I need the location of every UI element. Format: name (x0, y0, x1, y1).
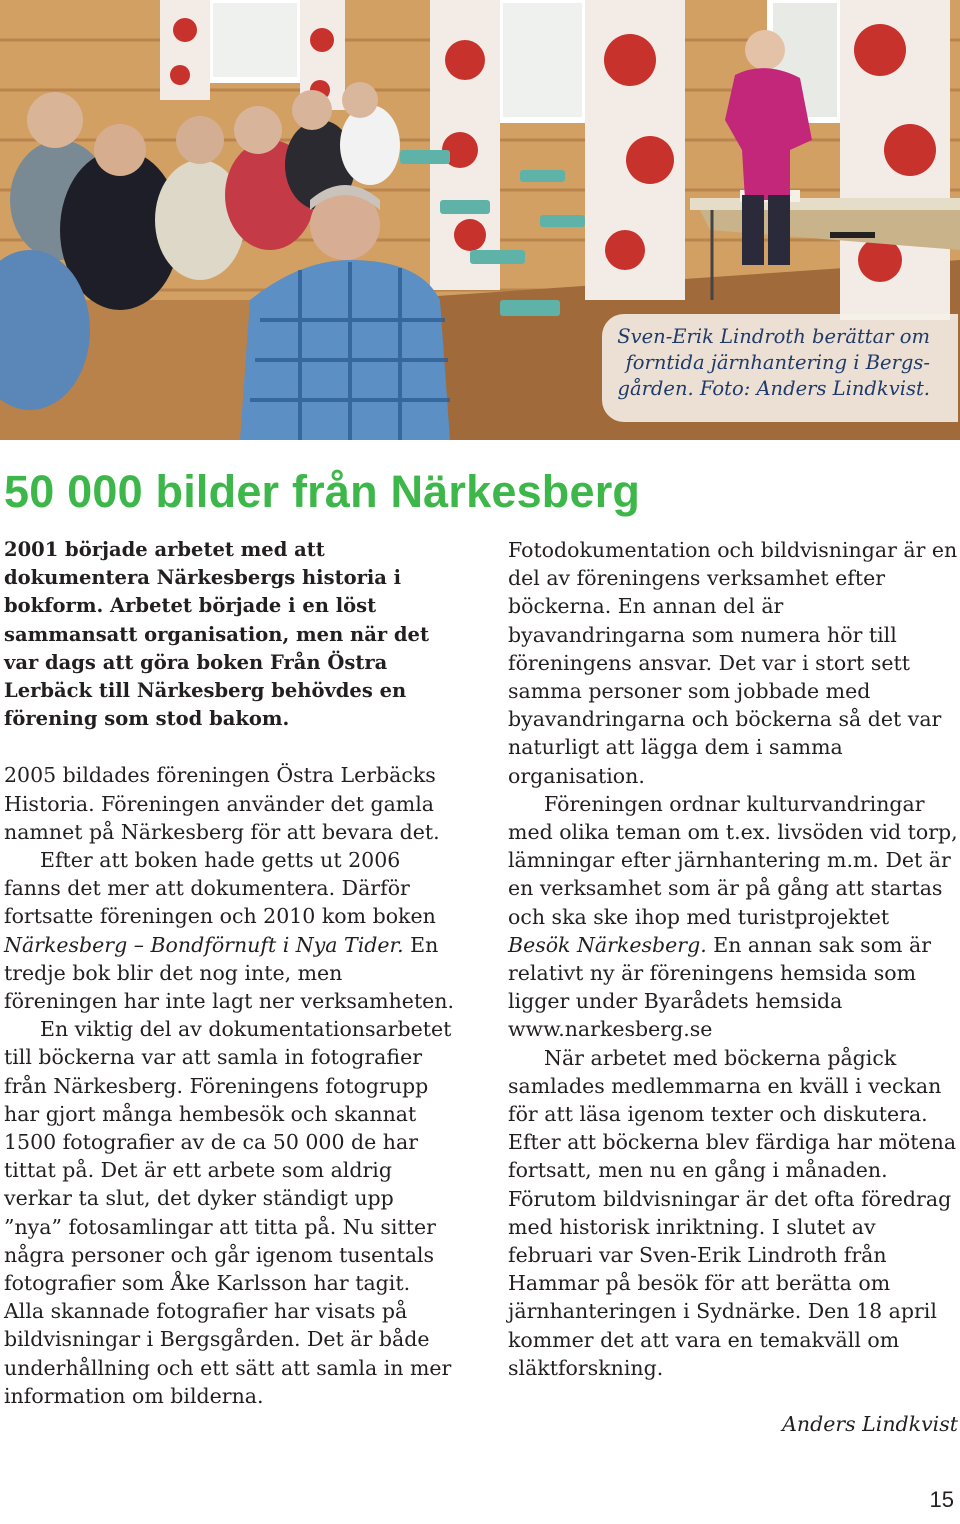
article-lead: 2001 började arbetet med att dokumentera Närkesbergs historia i bokform. Arbetet började i en löst sammansatt organisation, men när det var dags att göra boken Från Östra Lerbäck till Närkesberg behövdes en förening som stod bakom. (4, 538, 429, 731)
page-number: 15 (929, 1487, 954, 1512)
text-run: En tredje bok blir det nog inte, men föreningen har inte lagt ner verksamheten. (4, 932, 455, 1014)
paragraph: 2005 bildades föreningen Östra Lerbäcks Historia. Föreningen använder det gamla namnet på Närkesberg för att bevara det. (4, 763, 440, 844)
book-title: Närkesberg – Bondförnuft i Nya Tider. (4, 932, 404, 957)
text-run: Föreningen ordnar kulturvandringar med olika teman om t.ex. livsöden vid torp, lämningar efter järnhantering m.m. Det är en verksamhet som är på gång att startas och ska ske ihop med turistprojektet (508, 791, 958, 929)
paragraph: När arbetet med böckerna pågick samlades medlemmarna en kväll i veckan för att läsa igenom texter och diskutera. Efter att böckerna blev färdiga har mötena fortsatt, men nu en gång i månaden. Förutom bildvisningar är det ofta föredrag med historisk inriktning. I slutet av februari var Sven-Erik Lindroth från Hammar på besök för att berätta om järnhanteringen i Sydnärke. Den 18 april kommer det att vara en temakväll om släktforskning. (508, 1045, 957, 1380)
paragraph: En viktig del av dokumentationsarbetet till böckerna var att samla in fotografier från Närkesberg. Föreningens fotogrupp har gjort många hembesök och skannat 1500 fotografier av de ca 50 000 de har tittat på. Det är ett arbete som aldrig verkar ta slut, det dyker ständigt upp ”nya” fotosamlingar att titta på. Nu sitter några personer och går igenom tusentals fotografier som Åke Karlsson har tagit. Alla skannade fotografier har visats på bildvisningar i Bergsgården. Det är både underhållning och ett sätt att samla in mer information om bilderna. (4, 1017, 452, 1408)
paragraph (508, 790, 958, 1044)
meeting-photo (0, 0, 960, 440)
project-title: Besök Närkesberg. (508, 932, 707, 957)
paragraph (4, 846, 456, 1015)
paragraph: Fotodokumentation och bildvisningar är en del av föreningens verksamhet efter böckerna. En annan del är byavandringarna som numera hör till föreningens ansvar. Det var i stort sett samma personer som jobbade med byavandringarna och böckerna så det var naturligt att lägga dem i samma organisation. (508, 538, 958, 788)
text-run: Efter att boken hade getts ut 2006 fanns det mer att dokumentera. Därför fortsatte föreningen och 2010 kom boken (4, 848, 436, 929)
article-headline: 50 000 bilder från Närkesberg (4, 466, 641, 517)
photo-caption: Sven-Erik Lindroth berättar om forntida järnhantering i Bergs-gården. Foto: Anders Lindkvist. (602, 314, 958, 422)
text-run: En annan sak som är relativt ny är föreningens hemsida som ligger under Byarådets hemsida www.narkesberg.se (508, 932, 932, 1042)
article-left-column (4, 536, 456, 1410)
author-signature: Anders Lindkvist (782, 1412, 958, 1437)
article-right-column (508, 536, 958, 1438)
